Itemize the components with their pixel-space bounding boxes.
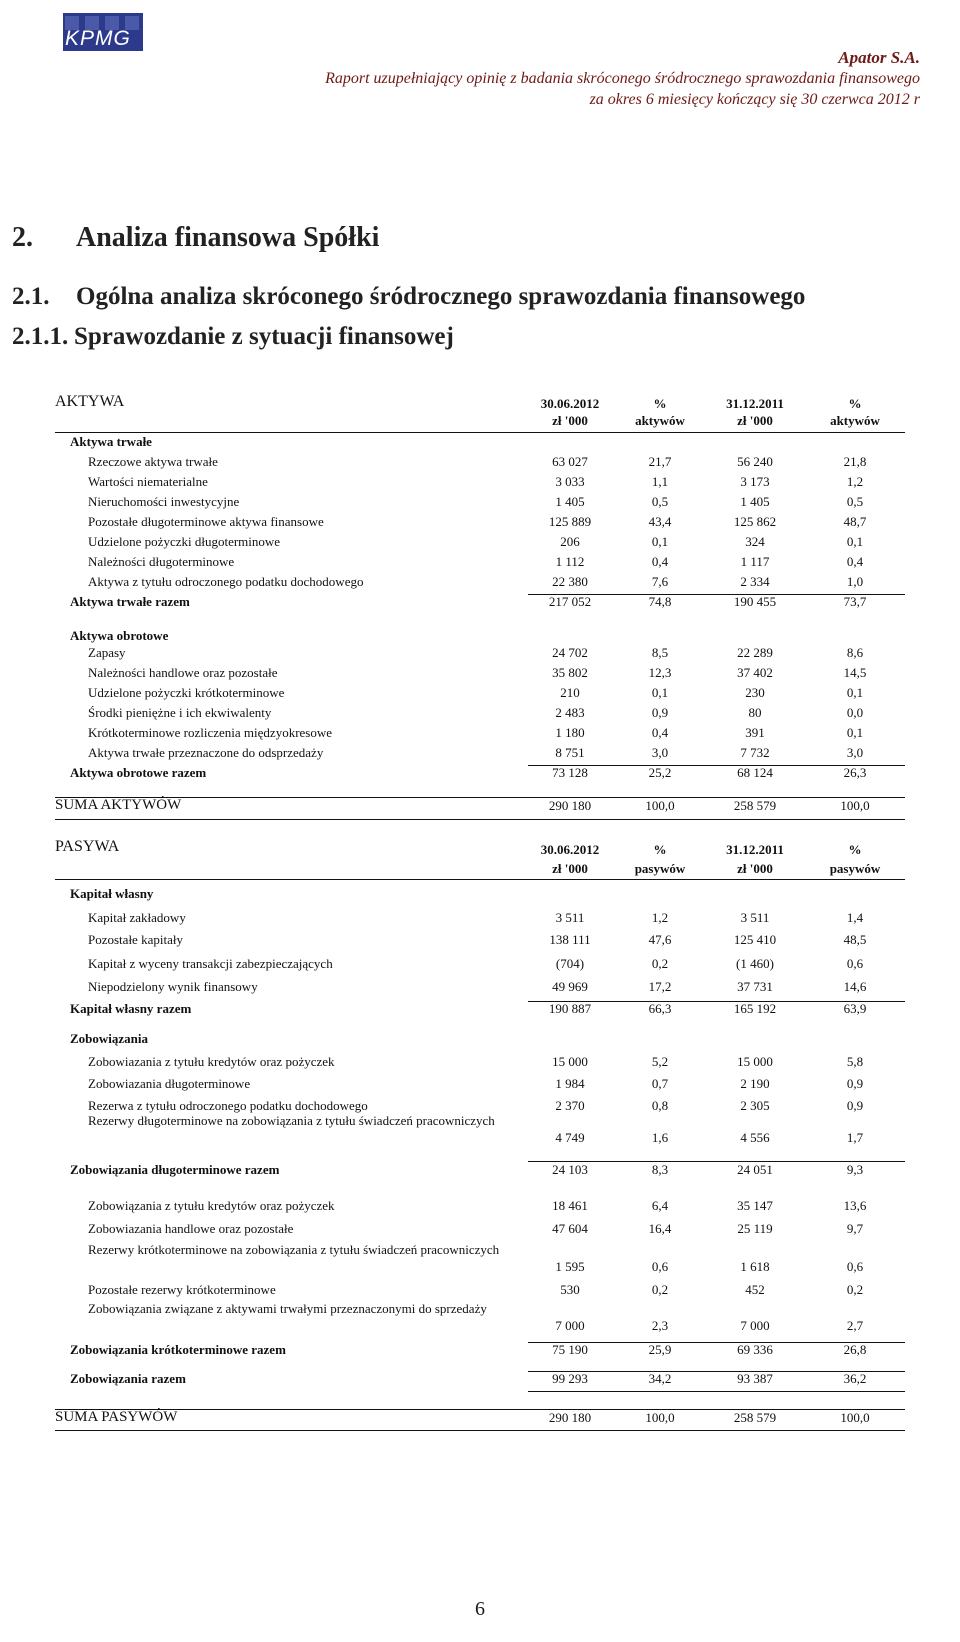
- assets-table-row: [0, 703, 960, 723]
- liabilities-row-label: Rezerwa z tytułu odroczonego podatku dochodowego: [88, 1098, 368, 1113]
- liabilities-cell-pct-prior: 9,3: [846, 1162, 864, 1177]
- assets-cell-value-prior: 324: [745, 534, 765, 549]
- assets-cell-pct-prior: 26,3: [843, 765, 867, 780]
- assets-total-rule: [55, 819, 905, 820]
- report-period: za okres 6 miesięcy kończący się 30 czerwca 2012 r: [589, 91, 920, 108]
- assets-cell-value-prior: 80: [748, 705, 762, 720]
- assets-row-label: Aktywa obrotowe: [70, 628, 169, 643]
- liabilities-total-row: [0, 999, 960, 1019]
- liabilities-cell-pct-current: 34,2: [648, 1371, 672, 1386]
- company-name: Apator S.A.: [838, 48, 920, 67]
- liabilities-cell-value-prior: 93 387: [737, 1371, 773, 1386]
- liabilities-total-rule: [528, 1391, 905, 1392]
- assets-col-date2: 31.12.2011: [726, 396, 784, 411]
- liabilities-cell-value-current: 24 103: [552, 1162, 588, 1177]
- liabilities-cell-value-prior: 25 119: [737, 1221, 773, 1236]
- assets-cell-value-current: 1 405: [555, 494, 585, 509]
- liabilities-cell-pct-current: 17,2: [648, 979, 672, 994]
- assets-cell-pct-current: 1,1: [651, 474, 669, 489]
- liabilities-total-row: [0, 1340, 960, 1360]
- assets-row-label: Udzielone pożyczki krótkoterminowe: [88, 685, 285, 700]
- liabilities-cell-value-current: 530: [560, 1282, 580, 1297]
- liabilities-cell-pct-current: 2,3: [651, 1318, 669, 1333]
- assets-cell-pct-current: 3,0: [651, 745, 669, 760]
- assets-table-row: [0, 512, 960, 532]
- liabilities-cell-value-prior: 4 556: [740, 1130, 770, 1145]
- liabilities-table-row: [0, 908, 960, 928]
- liabilities-row-label: Pozostałe kapitały: [88, 932, 183, 947]
- liabilities-cell-value-prior: 2 305: [740, 1098, 770, 1113]
- assets-col-date1: 30.06.2012: [540, 396, 600, 411]
- assets-cell-pct-current: 0,4: [651, 725, 669, 740]
- liabilities-row-label: Zobowiazania długoterminowe: [88, 1076, 251, 1091]
- liabilities-cell-value-current: 99 293: [552, 1371, 588, 1386]
- heading-1: [12, 222, 379, 254]
- liabilities-cell-value-prior: 24 051: [737, 1162, 773, 1177]
- assets-cell-pct-current: 7,6: [651, 574, 669, 589]
- liabilities-row-label: Zobowiązania razem: [70, 1371, 186, 1386]
- assets-cell-pct-current: 100,0: [645, 798, 675, 813]
- assets-cell-pct-current: 0,4: [651, 554, 669, 569]
- assets-row-label: Należności handlowe oraz pozostałe: [88, 665, 278, 680]
- assets-cell-pct-current: 0,9: [651, 705, 669, 720]
- liabilities-cell-pct-prior: 100,0: [840, 1410, 870, 1425]
- liabilities-total-rule: [528, 1342, 905, 1343]
- assets-total-row: [0, 796, 960, 816]
- liabilities-title: PASYWA: [55, 838, 120, 855]
- assets-row-label: Rzeczowe aktywa trwałe: [88, 454, 218, 469]
- assets-col-date1-unit: zł '000: [552, 413, 588, 428]
- liabilities-cell-value-prior: 165 192: [733, 1001, 777, 1016]
- assets-total-row: [0, 592, 960, 612]
- liabilities-cell-value-current: 1 984: [555, 1076, 585, 1091]
- assets-cell-pct-prior: 48,7: [843, 514, 867, 529]
- assets-table-row: [0, 663, 960, 683]
- liabilities-cell-pct-prior: 63,9: [843, 1001, 867, 1016]
- assets-cell-value-prior: 1 405: [740, 494, 770, 509]
- liabilities-cell-value-current: 75 190: [552, 1342, 588, 1357]
- assets-table-row: [0, 743, 960, 763]
- assets-cell-pct-prior: 0,1: [846, 725, 864, 740]
- assets-cell-pct-prior: 0,4: [846, 554, 864, 569]
- assets-cell-pct-current: 25,2: [648, 765, 672, 780]
- liabilities-row-label: Zobowiązania krótkoterminowe razem: [70, 1342, 286, 1357]
- liabilities-total-rule: [528, 1001, 905, 1002]
- assets-table-row: [0, 572, 960, 592]
- assets-cell-value-prior: 190 455: [733, 594, 777, 609]
- liabilities-cell-value-current: 2 370: [555, 1098, 585, 1113]
- assets-cell-pct-prior: 1,2: [846, 474, 864, 489]
- assets-cell-value-current: 290 180: [548, 798, 592, 813]
- assets-table-row: [0, 643, 960, 663]
- assets-table-row: [0, 472, 960, 492]
- assets-table-row: [0, 723, 960, 743]
- liabilities-total-row: [0, 1408, 960, 1428]
- liabilities-row-label: Rezerwy długoterminowe na zobowiązania z tytułu świadczeń pracowniczych: [88, 1113, 495, 1128]
- liabilities-cell-value-prior: 2 190: [740, 1076, 770, 1091]
- report-title: Raport uzupełniający opinię z badania skróconego śródrocznego sprawozdania finansowego: [325, 70, 920, 87]
- liabilities-col-date1: 30.06.2012: [540, 842, 600, 857]
- liabilities-cell-pct-current: 16,4: [648, 1221, 672, 1236]
- liabilities-table-row: [0, 1239, 960, 1277]
- liabilities-row-label: Kapitał własny: [70, 886, 154, 901]
- liabilities-cell-pct-current: 0,2: [651, 956, 669, 971]
- liabilities-cell-value-current: 4 749: [555, 1130, 585, 1145]
- liabilities-table-row: [0, 1110, 960, 1148]
- liabilities-cell-pct-prior: 2,7: [846, 1318, 864, 1333]
- liabilities-cell-pct-current: 6,4: [651, 1198, 669, 1213]
- liabilities-col-pct1: %: [653, 842, 667, 857]
- assets-table-row: [0, 683, 960, 703]
- liabilities-cell-value-current: 7 000: [555, 1318, 585, 1333]
- kpmg-logo-text: KPMG: [65, 27, 131, 50]
- assets-row-label: Wartości niematerialne: [88, 474, 208, 489]
- liabilities-group-row: [0, 1029, 960, 1049]
- liabilities-total-rule: [55, 1430, 905, 1431]
- assets-table-row: [0, 492, 960, 512]
- liabilities-cell-pct-current: 8,3: [651, 1162, 669, 1177]
- assets-cell-value-current: 73 128: [552, 765, 588, 780]
- liabilities-table-row: [0, 1280, 960, 1300]
- assets-row-label: Aktywa obrotowe razem: [70, 765, 207, 780]
- assets-row-label: Nieruchomości inwestycyjne: [88, 494, 240, 509]
- liabilities-cell-value-prior: 452: [745, 1282, 765, 1297]
- liabilities-row-label: Kapitał zakładowy: [88, 910, 186, 925]
- liabilities-cell-pct-prior: 0,9: [846, 1076, 864, 1091]
- assets-cell-value-prior: 3 173: [740, 474, 770, 489]
- liabilities-cell-pct-prior: 13,6: [843, 1198, 867, 1213]
- liabilities-cell-value-prior: 258 579: [733, 1410, 777, 1425]
- liabilities-cell-pct-prior: 0,2: [846, 1282, 864, 1297]
- liabilities-table-row: [0, 930, 960, 950]
- liabilities-total-rule: [528, 1371, 905, 1372]
- assets-cell-pct-prior: 3,0: [846, 745, 864, 760]
- assets-cell-value-current: 8 751: [555, 745, 585, 760]
- assets-cell-pct-current: 0,1: [651, 685, 669, 700]
- heading-2-number: 2.1.: [12, 283, 50, 310]
- assets-row-label: Należności długoterminowe: [88, 554, 235, 569]
- assets-col-pct1: %: [653, 396, 667, 411]
- liabilities-cell-pct-current: 47,6: [648, 932, 672, 947]
- assets-col-pct2-unit: aktywów: [830, 413, 880, 428]
- liabilities-cell-value-prior: 3 511: [740, 910, 770, 925]
- liabilities-cell-pct-current: 25,9: [648, 1342, 672, 1357]
- assets-row-label: Aktywa trwałe: [70, 434, 152, 449]
- assets-cell-value-current: 125 889: [548, 514, 592, 529]
- assets-title: AKTYWA: [55, 393, 125, 410]
- heading-3: [12, 323, 454, 351]
- liabilities-cell-value-current: 138 111: [549, 932, 591, 947]
- assets-cell-value-current: 1 180: [555, 725, 585, 740]
- assets-cell-pct-prior: 100,0: [840, 798, 870, 813]
- assets-cell-value-current: 2 483: [555, 705, 585, 720]
- liabilities-cell-value-prior: 37 731: [737, 979, 773, 994]
- assets-row-label: Aktywa trwałe razem: [70, 594, 190, 609]
- liabilities-table-row: [0, 977, 960, 997]
- assets-cell-value-prior: 7 732: [740, 745, 770, 760]
- heading-2: [12, 283, 805, 311]
- assets-cell-value-current: 63 027: [552, 454, 588, 469]
- heading-2-text: Ogólna analiza skróconego śródrocznego sprawozdania finansowego: [76, 283, 806, 310]
- assets-row-label: Aktywa z tytułu odroczonego podatku dochodowego: [88, 574, 364, 589]
- liabilities-row-label: SUMA PASYWÓW: [55, 1409, 178, 1425]
- liabilities-cell-pct-current: 100,0: [645, 1410, 675, 1425]
- assets-cell-value-current: 24 702: [552, 645, 588, 660]
- liabilities-cell-value-prior: (1 460): [736, 956, 774, 971]
- assets-cell-value-current: 217 052: [548, 594, 592, 609]
- liabilities-cell-value-current: 47 604: [552, 1221, 588, 1236]
- assets-cell-value-prior: 391: [745, 725, 765, 740]
- liabilities-col-pct1-unit: pasywów: [634, 861, 686, 876]
- assets-cell-value-prior: 37 402: [737, 665, 773, 680]
- liabilities-row-label: Zobowiazania handlowe oraz pozostałe: [88, 1221, 294, 1236]
- assets-cell-value-current: 22 380: [552, 574, 588, 589]
- liabilities-row-label: Zobowiązania: [70, 1031, 149, 1046]
- liabilities-cell-value-current: 190 887: [548, 1001, 592, 1016]
- liabilities-total-row: [0, 1160, 960, 1180]
- assets-cell-value-prior: 22 289: [737, 645, 773, 660]
- liabilities-cell-pct-current: 0,2: [651, 1282, 669, 1297]
- liabilities-cell-value-prior: 1 618: [740, 1259, 770, 1274]
- liabilities-cell-pct-current: 0,6: [651, 1259, 669, 1274]
- liabilities-table-row: [0, 1074, 960, 1094]
- liabilities-cell-pct-prior: 0,9: [846, 1098, 864, 1113]
- liabilities-total-rule: [55, 1409, 905, 1410]
- assets-cell-value-current: 3 033: [555, 474, 585, 489]
- liabilities-cell-pct-prior: 1,7: [846, 1130, 864, 1145]
- liabilities-cell-pct-prior: 5,8: [846, 1054, 864, 1069]
- liabilities-cell-pct-current: 1,6: [651, 1130, 669, 1145]
- assets-cell-pct-prior: 73,7: [843, 594, 867, 609]
- liabilities-table-row: [0, 1052, 960, 1072]
- heading-3-text: Sprawozdanie z sytuacji finansowej: [74, 323, 454, 350]
- assets-row-label: Aktywa trwałe przeznaczone do odsprzedaży: [88, 745, 324, 760]
- assets-row-label: Zapasy: [88, 645, 126, 660]
- assets-cell-pct-current: 12,3: [648, 665, 672, 680]
- assets-cell-value-prior: 2 334: [740, 574, 770, 589]
- liabilities-total-row: [0, 1369, 960, 1389]
- liabilities-row-label: Zobowiązania długoterminowe razem: [70, 1162, 280, 1177]
- liabilities-cell-value-current: 3 511: [555, 910, 585, 925]
- liabilities-cell-pct-prior: 26,8: [843, 1342, 867, 1357]
- liabilities-col-pct2: %: [848, 842, 862, 857]
- liabilities-cell-pct-prior: 0,6: [846, 1259, 864, 1274]
- liabilities-row-label: Rezerwy krótkoterminowe na zobowiązania z tytułu świadczeń pracowniczych: [88, 1242, 500, 1257]
- heading-1-text: Analiza finansowa Spółki: [76, 222, 380, 253]
- assets-cell-pct-current: 21,7: [648, 454, 672, 469]
- assets-row-label: Środki pieniężne i ich ekwiwalenty: [88, 705, 272, 720]
- assets-cell-pct-current: 74,8: [648, 594, 672, 609]
- liabilities-group-row: [0, 884, 960, 904]
- liabilities-cell-value-current: (704): [555, 956, 585, 971]
- liabilities-cell-value-current: 290 180: [548, 1410, 592, 1425]
- assets-cell-value-prior: 125 862: [733, 514, 777, 529]
- liabilities-cell-pct-current: 0,8: [651, 1098, 669, 1113]
- liabilities-row-label: Zobowiązania z tytułu kredytów oraz pożyczek: [88, 1198, 335, 1213]
- assets-cell-pct-prior: 0,0: [846, 705, 864, 720]
- assets-cell-pct-current: 8,5: [651, 645, 669, 660]
- liabilities-cell-value-current: 18 461: [552, 1198, 588, 1213]
- assets-cell-value-prior: 68 124: [737, 765, 773, 780]
- page-number: 6: [475, 1598, 485, 1620]
- assets-cell-value-prior: 56 240: [737, 454, 773, 469]
- liabilities-total-rule: [528, 1161, 905, 1162]
- assets-cell-pct-prior: 0,1: [846, 534, 864, 549]
- liabilities-cell-value-prior: 7 000: [740, 1318, 770, 1333]
- liabilities-table-row: [0, 1298, 960, 1336]
- liabilities-cell-pct-prior: 0,6: [846, 956, 864, 971]
- assets-total-rule: [528, 594, 905, 595]
- assets-row-label: Pozostałe długoterminowe aktywa finansowe: [88, 514, 324, 529]
- assets-cell-value-current: 210: [560, 685, 580, 700]
- assets-cell-value-prior: 1 117: [740, 554, 770, 569]
- assets-group-row: [0, 432, 960, 452]
- liabilities-row-label: Kapitał z wyceny transakcji zabezpieczających: [88, 956, 333, 971]
- liabilities-row-label: Kapitał własny razem: [70, 1001, 192, 1016]
- liabilities-col-date2-unit: zł '000: [737, 861, 773, 876]
- liabilities-cell-value-prior: 35 147: [737, 1198, 773, 1213]
- liabilities-cell-value-current: 15 000: [552, 1054, 588, 1069]
- heading-3-number: 2.1.1.: [12, 323, 69, 350]
- kpmg-logo: [63, 13, 143, 51]
- heading-1-number: 2.: [12, 222, 33, 253]
- liabilities-table-row: [0, 954, 960, 974]
- liabilities-row-label: Pozostałe rezerwy krótkoterminowe: [88, 1282, 276, 1297]
- liabilities-col-pct2-unit: pasywów: [829, 861, 881, 876]
- liabilities-cell-pct-prior: 48,5: [843, 932, 867, 947]
- liabilities-cell-value-current: 49 969: [552, 979, 588, 994]
- assets-cell-pct-prior: 21,8: [843, 454, 867, 469]
- liabilities-table-row: [0, 1219, 960, 1239]
- assets-col-pct2: %: [848, 396, 862, 411]
- liabilities-row-label: Zobowiązania związane z aktywami trwałymi przeznaczonymi do sprzedaży: [88, 1301, 487, 1316]
- liabilities-table-row: [0, 1196, 960, 1216]
- assets-cell-pct-prior: 0,5: [846, 494, 864, 509]
- assets-cell-value-current: 206: [560, 534, 580, 549]
- liabilities-col-date1-unit: zł '000: [552, 861, 588, 876]
- assets-cell-pct-prior: 14,5: [843, 665, 867, 680]
- assets-cell-value-prior: 230: [745, 685, 765, 700]
- assets-table-row: [0, 452, 960, 472]
- liabilities-header-rule: [55, 879, 905, 880]
- assets-cell-pct-prior: 8,6: [846, 645, 864, 660]
- assets-col-date2-unit: zł '000: [737, 413, 773, 428]
- liabilities-cell-value-prior: 125 410: [733, 932, 777, 947]
- assets-row-label: SUMA AKTYWÓW: [55, 797, 182, 813]
- liabilities-cell-value-prior: 69 336: [737, 1342, 773, 1357]
- assets-cell-value-prior: 258 579: [733, 798, 777, 813]
- liabilities-col-date2: 31.12.2011: [726, 842, 784, 857]
- assets-row-label: Krótkoterminowe rozliczenia międzyokresowe: [88, 725, 333, 740]
- liabilities-cell-pct-current: 5,2: [651, 1054, 669, 1069]
- assets-cell-pct-prior: 1,0: [846, 574, 864, 589]
- assets-col-pct1-unit: aktywów: [635, 413, 685, 428]
- liabilities-cell-value-current: 1 595: [555, 1259, 585, 1274]
- assets-total-row: [0, 763, 960, 783]
- assets-cell-pct-current: 0,5: [651, 494, 669, 509]
- liabilities-cell-pct-prior: 36,2: [843, 1371, 867, 1386]
- assets-total-rule: [528, 765, 905, 766]
- liabilities-row-label: Niepodzielony wynik finansowy: [88, 979, 258, 994]
- assets-cell-value-current: 35 802: [552, 665, 588, 680]
- liabilities-cell-value-prior: 15 000: [737, 1054, 773, 1069]
- assets-table-row: [0, 552, 960, 572]
- liabilities-row-label: Zobowiazania z tytułu kredytów oraz pożyczek: [88, 1054, 335, 1069]
- liabilities-cell-pct-prior: 14,6: [843, 979, 867, 994]
- liabilities-cell-pct-current: 0,7: [651, 1076, 669, 1091]
- assets-table-row: [0, 532, 960, 552]
- assets-cell-pct-prior: 0,1: [846, 685, 864, 700]
- assets-cell-pct-current: 43,4: [648, 514, 672, 529]
- liabilities-cell-pct-current: 1,2: [651, 910, 669, 925]
- liabilities-cell-pct-prior: 9,7: [846, 1221, 864, 1236]
- assets-row-label: Udzielone pożyczki długoterminowe: [88, 534, 281, 549]
- assets-cell-value-current: 1 112: [555, 554, 585, 569]
- assets-cell-pct-current: 0,1: [651, 534, 669, 549]
- assets-total-rule: [55, 797, 905, 798]
- liabilities-cell-pct-prior: 1,4: [846, 910, 864, 925]
- liabilities-cell-pct-current: 66,3: [648, 1001, 672, 1016]
